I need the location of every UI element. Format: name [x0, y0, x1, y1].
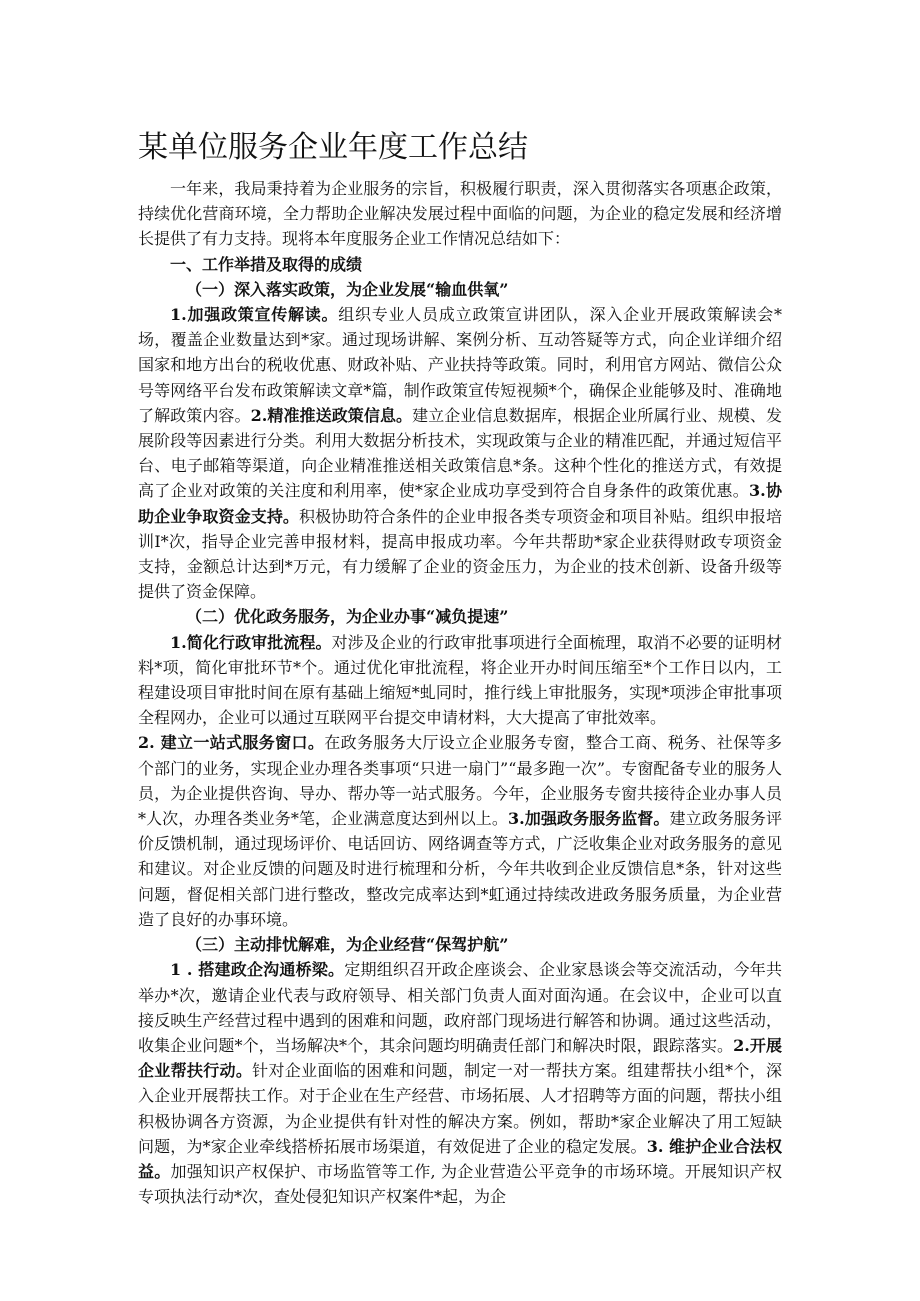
subsection-heading-1: （一）深入落实政策，为企业发展“输血供氧” [186, 279, 509, 299]
item-text: 建立政务服务评价反馈机制，通过现场评价、电话回访、网络调查等方式，广泛收集企业对政务服务的意见和建议。对企业反馈的问题及时进行梳理和分析，今年共收到企业反馈信息*条，针对这些问题，督促相关部门进行整改，整改完成率达到*虹通过持续改进政务服务质量，为企业营造了良好的办事环境。 [138, 809, 782, 929]
item-text: 建立企业信息数据库，根据企业所属行业、规模、发展阶段等因素进行分类。利用大数据分析技术，实现政策与企业的精准匹配，并通过短信平台、电子邮箱等渠道，向企业精准推送相关政策信息*条。这种个性化的推送方式，有效提高了企业对政策的关注度和利用率，使*家企业成功享受到符合自身条件的政策优惠。 [138, 405, 782, 501]
paragraph [138, 957, 782, 1209]
item-heading: 3.协助企业争取资金支持。 [138, 481, 782, 526]
section-heading: 一、工作举措及取得的成绩 [170, 254, 363, 274]
item-heading: 2. 建立一站式服务窗口。 [138, 733, 325, 753]
item-heading: 1 . 搭建政企沟通桥梁。 [170, 960, 345, 980]
item-text: 对涉及企业的行政审批事项进行全面梳理，取消不必要的证明材料*项，简化审批环节*个。通过优化审批流程，将企业开办时间压缩至*个工作日以内，工程建设项目审批时间在原有基础上缩短*虬同时，推行线上审批服务，实现*项涉企审批事项全程网办，企业可以通过互联网平台提交申请材料，大大提高了审批效率。 [138, 632, 782, 728]
intro-paragraph: 一年来，我局秉持着为企业服务的宗旨，积极履行职责，深入贯彻落实各项惠企政策，持续优化营商环境，全力帮助企业解决发展过程中面临的问题，为企业的稳定发展和经济增长提供了有力支持。现将本年度服务企业工作情况总结如下： [138, 179, 782, 249]
paragraph [138, 302, 782, 604]
subsection-heading-2: （二）优化政务服务，为企业办事“减负提速” [186, 607, 509, 627]
item-heading: 2.精准推送政策信息。 [250, 405, 413, 425]
document-title: 某单位服务企业年度工作总结 [138, 130, 528, 165]
item-text: 针对企业面临的困难和问题，制定一对一帮扶方案。组建帮扶小组*个，深入企业开展帮扶工作。对于企业在生产经营、市场拓展、人才招聘等方面的问题，帮扶小组积极协调各方资源，为企业提供有针对性的解决方案。例如，帮助*家企业解决了用工短缺问题，为*家企业牵线搭桥拓展市场渠道，有效促进了企业的稳定发展。 [138, 1061, 782, 1156]
paragraph [138, 730, 782, 932]
item-text: 组织专业人员成立政策宣讲团队，深入企业开展政策解读会*场，覆盖企业数量达到*家。通过现场讲解、案例分析、互动答疑等方式，向企业详细介绍国家和地方出台的税收优惠、财政补贴、产业扶持等政策。同时，利用官方网站、微信公众号等网络平台发布政策解读文章*篇，制作政策宣传短视频*个，确保企业能够及时、准确地了解政策内容。 [138, 305, 782, 425]
document-body [138, 176, 782, 1209]
item-text: 积极协助符合条件的企业申报各类专项资金和项目补贴。组织申报培训I*次，指导企业完善申报材料，提高申报成功率。今年共帮助*家企业获得财政专项资金支持，金额总计达到*万元，有力缓解了企业的资金压力，为企业的技术创新、设备升级等提供了资金保障。 [138, 506, 782, 602]
item-text: 定期组织召开政企座谈会、企业家恳谈会等交流活动，今年共举办*次，邀请企业代表与政府领导、相关部门负责人面对面沟通。在会议中，企业可以直接反映生产经营过程中遇到的困难和问题，政府部门现场进行解答和协调。通过这些活动，收集企业问题*个，当场解决*个，其余问题均明确责任部门和解决时限，跟踪落实。 [138, 960, 782, 1055]
item-heading: 3. 维护企业合法权益。 [138, 1136, 782, 1181]
item-text: 加强知识产权保护、市场监管等工作, 为企业营造公平竞争的市场环境。开展知识产权专项执法行动*次，查处侵犯知识产权案件*起，为企 [138, 1161, 782, 1207]
item-text: 在政务服务大厅设立企业服务专窗，整合工商、税务、社保等多个部门的业务，实现企业办理各类事项“只进一扇门”“最多跑一次”。专窗配备专业的服务人员，为企业提供咨询、导办、帮办等一站式服务。今年，企业服务专窗共接待企业办事人员*人次，办理各类业务*笔，企业满意度达到州以上。 [138, 733, 782, 829]
subsection-heading-3: （三）主动排忧解难，为企业经营“保驾护航” [186, 935, 509, 955]
item-heading: 1.加强政策宣传解读。 [170, 305, 339, 325]
item-heading: 1.简化行政审批流程。 [170, 632, 332, 652]
item-heading: 2.开展企业帮扶行动。 [138, 1035, 782, 1081]
paragraph [138, 630, 782, 731]
item-heading: 3.加强政务服务监督。 [507, 809, 670, 829]
